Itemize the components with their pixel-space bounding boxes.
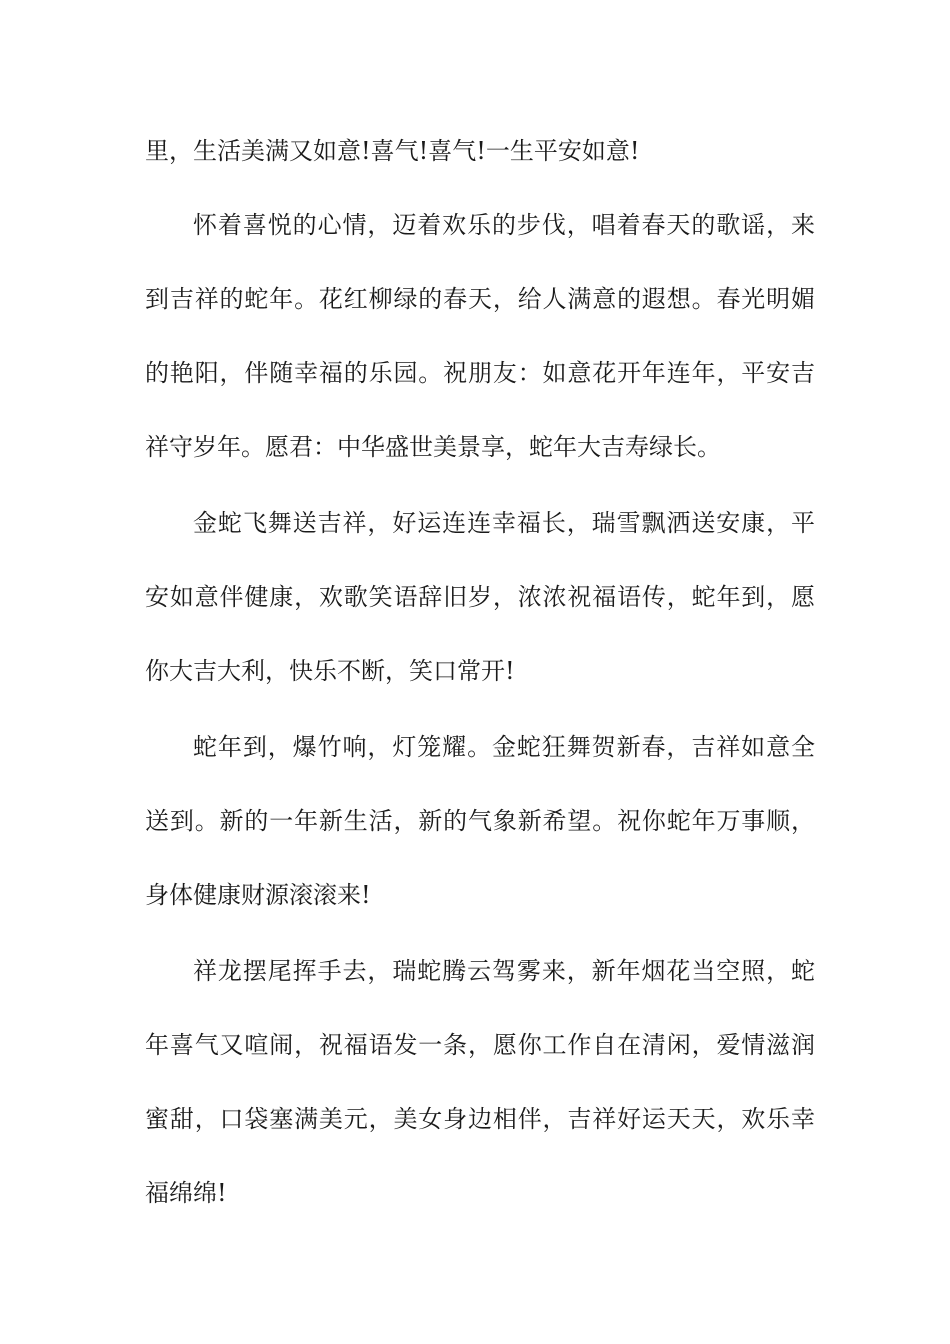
text-line: 里，生活美满又如意!喜气!喜气!一生平安如意! bbox=[145, 137, 640, 165]
text-line: 年喜气又喧闹，祝福语发一条，愿你工作自在清闲，爱情滋润 bbox=[145, 1031, 815, 1059]
text-line: 身体健康财源滚滚来! bbox=[145, 881, 371, 909]
text-line: 到吉祥的蛇年。花红柳绿的春天，给人满意的遐想。春光明媚 bbox=[145, 285, 815, 313]
text-line: 送到。新的一年新生活，新的气象新希望。祝你蛇年万事顺， bbox=[145, 807, 815, 835]
text-line: 你大吉大利，快乐不断，笑口常开! bbox=[145, 657, 515, 685]
paragraph-first-line: 怀着喜悦的心情，迈着欢乐的步伐，唱着春天的歌谣，来 bbox=[193, 211, 815, 239]
text-line: 祥守岁年。愿君：中华盛世美景享，蛇年大吉寿绿长。 bbox=[145, 433, 721, 461]
paragraph-first-line: 祥龙摆尾挥手去，瑞蛇腾云驾雾来，新年烟花当空照，蛇 bbox=[193, 957, 815, 985]
paragraph-first-line: 蛇年到，爆竹响，灯笼耀。金蛇狂舞贺新春，吉祥如意全 bbox=[193, 733, 815, 761]
text-line: 福绵绵! bbox=[145, 1179, 227, 1207]
text-line: 的艳阳，伴随幸福的乐园。祝朋友：如意花开年连年，平安吉 bbox=[145, 359, 815, 387]
text-line: 蜜甜，口袋塞满美元，美女身边相伴，吉祥好运天天，欢乐幸 bbox=[145, 1105, 815, 1133]
text-line: 安如意伴健康，欢歌笑语辞旧岁，浓浓祝福语传，蛇年到，愿 bbox=[145, 583, 815, 611]
paragraph-first-line: 金蛇飞舞送吉祥，好运连连幸福长，瑞雪飘洒送安康，平 bbox=[193, 509, 815, 537]
